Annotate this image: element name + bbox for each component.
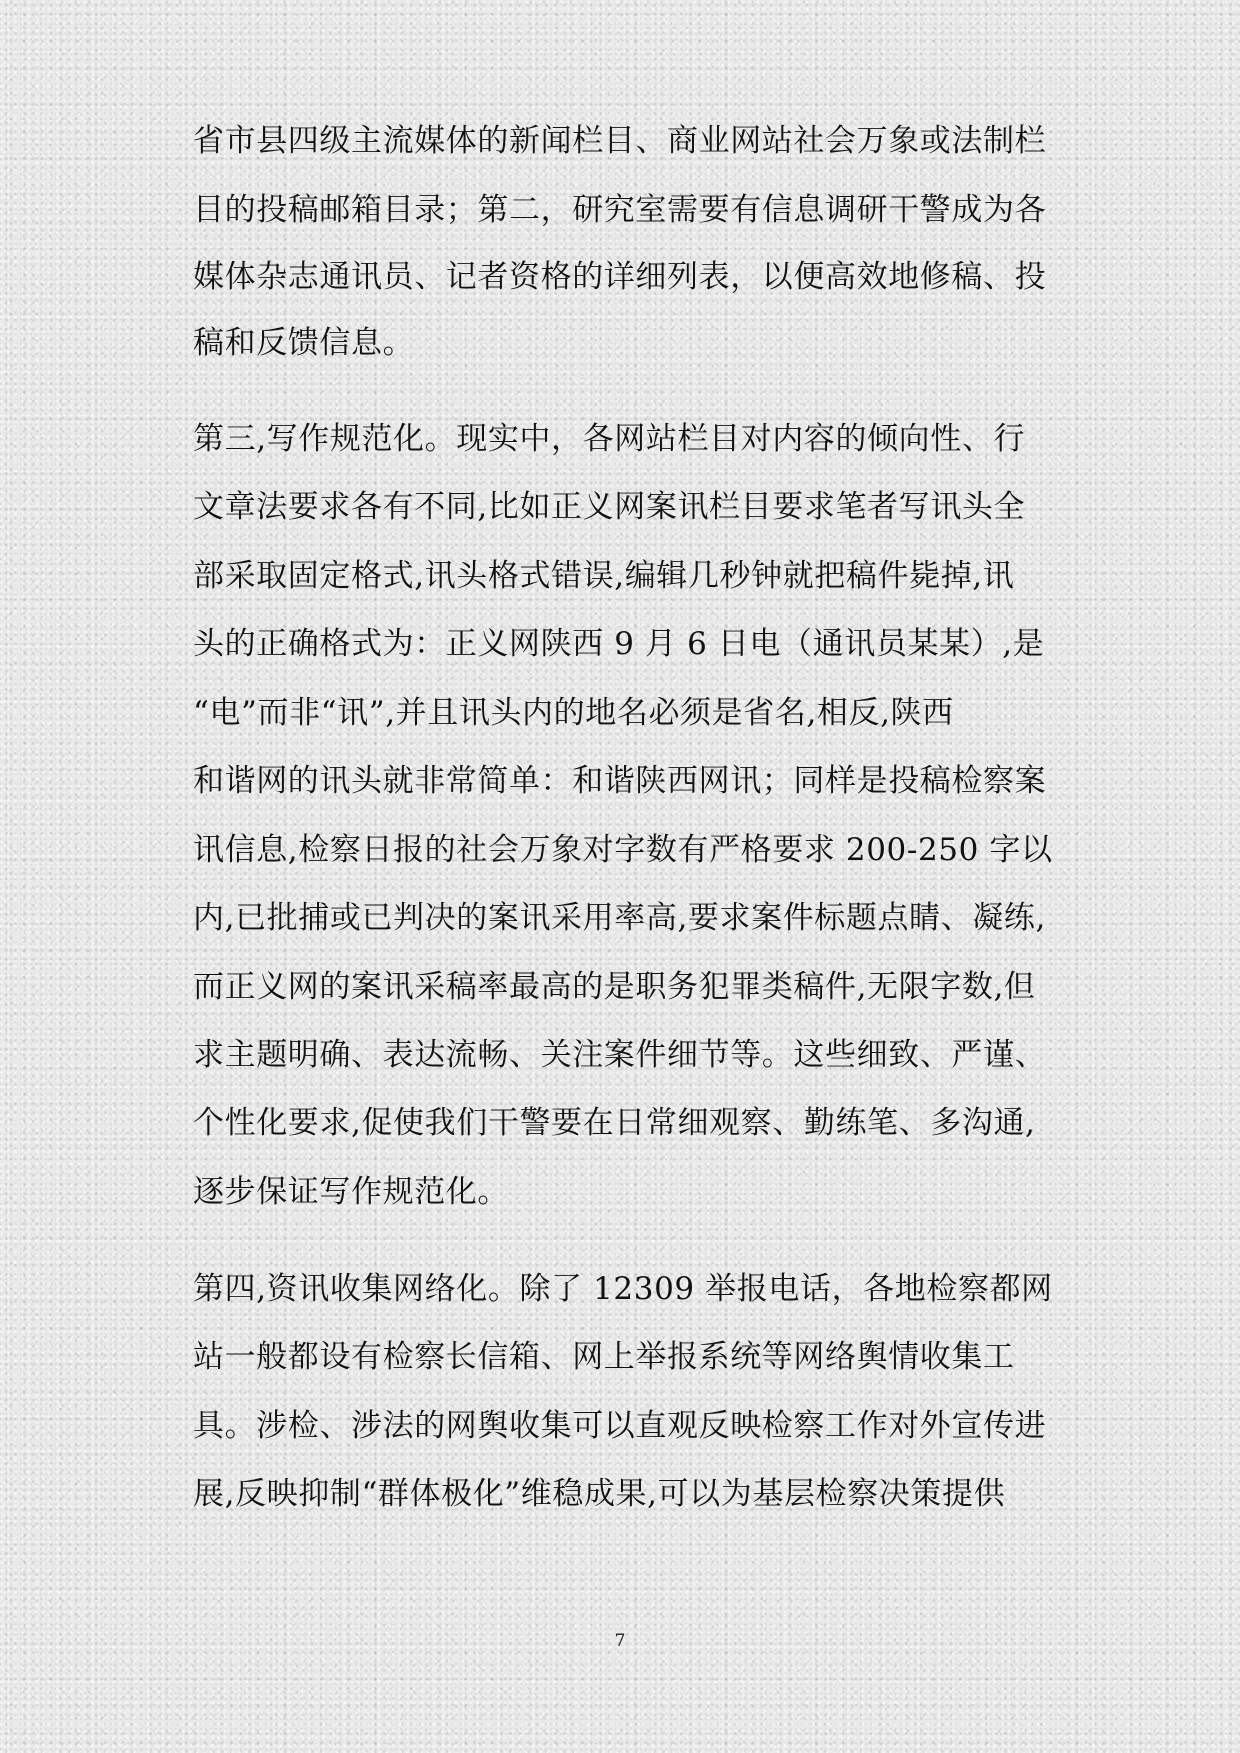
text-line: 个性化要求,促使我们干警要在日常细观察、勤练笔、多沟通, [193, 1105, 1036, 1141]
text-line: 第三,写作规范化。现实中，各网站栏目对内容的倾向性、行 [193, 421, 1026, 457]
text-line: 逐步保证写作规范化。 [193, 1174, 509, 1210]
text-line: 文章法要求各有不同,比如正义网案讯栏目要求笔者写讯头全 [193, 489, 1026, 525]
text-line: 第四,资讯收集网络化。除了 12309 举报电话，各地检察都网 [193, 1271, 1053, 1307]
text-line: 稿和反馈信息。 [193, 325, 415, 361]
text-line: 省市县四级主流媒体的新闻栏目、商业网站社会万象或法制栏 [193, 123, 1047, 159]
text-line: 媒体杂志通讯员、记者资格的详细列表，以便高效地修稿、投 [193, 259, 1047, 295]
text-line: 部采取固定格式,讯头格式错误,编辑几秒钟就把稿件毙掉,讯 [193, 558, 1015, 594]
text-line: 求主题明确、表达流畅、关注案件细节等。这些细致、严谨、 [193, 1037, 1047, 1073]
text-line: “电”而非“讯”,并且讯头内的地名必须是省名,相反,陕西 [193, 695, 954, 731]
text-line: 内,已批捕或已判决的案讯采用率高,要求案件标题点睛、凝练, [193, 900, 1046, 936]
text-line: 头的正确格式为：正义网陕西 9 月 6 日电（通讯员某某）,是 [193, 626, 1045, 662]
text-line: 站一般都设有检察长信箱、网上举报系统等网络舆情收集工 [193, 1339, 1015, 1375]
text-line: 展,反映抑制“群体极化”维稳成果,可以为基层检察决策提供 [193, 1476, 1006, 1512]
text-line: 目的投稿邮箱目录；第二，研究室需要有信息调研干警成为各 [193, 192, 1047, 228]
text-line: 而正义网的案讯采稿率最高的是职务犯罪类稿件,无限字数,但 [193, 969, 1036, 1005]
text-line: 具。涉检、涉法的网舆收集可以直观反映检察工作对外宣传进 [193, 1408, 1047, 1444]
text-line: 和谐网的讯头就非常简单：和谐陕西网讯；同样是投稿检察案 [193, 763, 1047, 799]
text-line: 讯信息,检察日报的社会万象对字数有严格要求 200-250 字以 [193, 832, 1053, 868]
page-number: 7 [614, 1631, 626, 1651]
